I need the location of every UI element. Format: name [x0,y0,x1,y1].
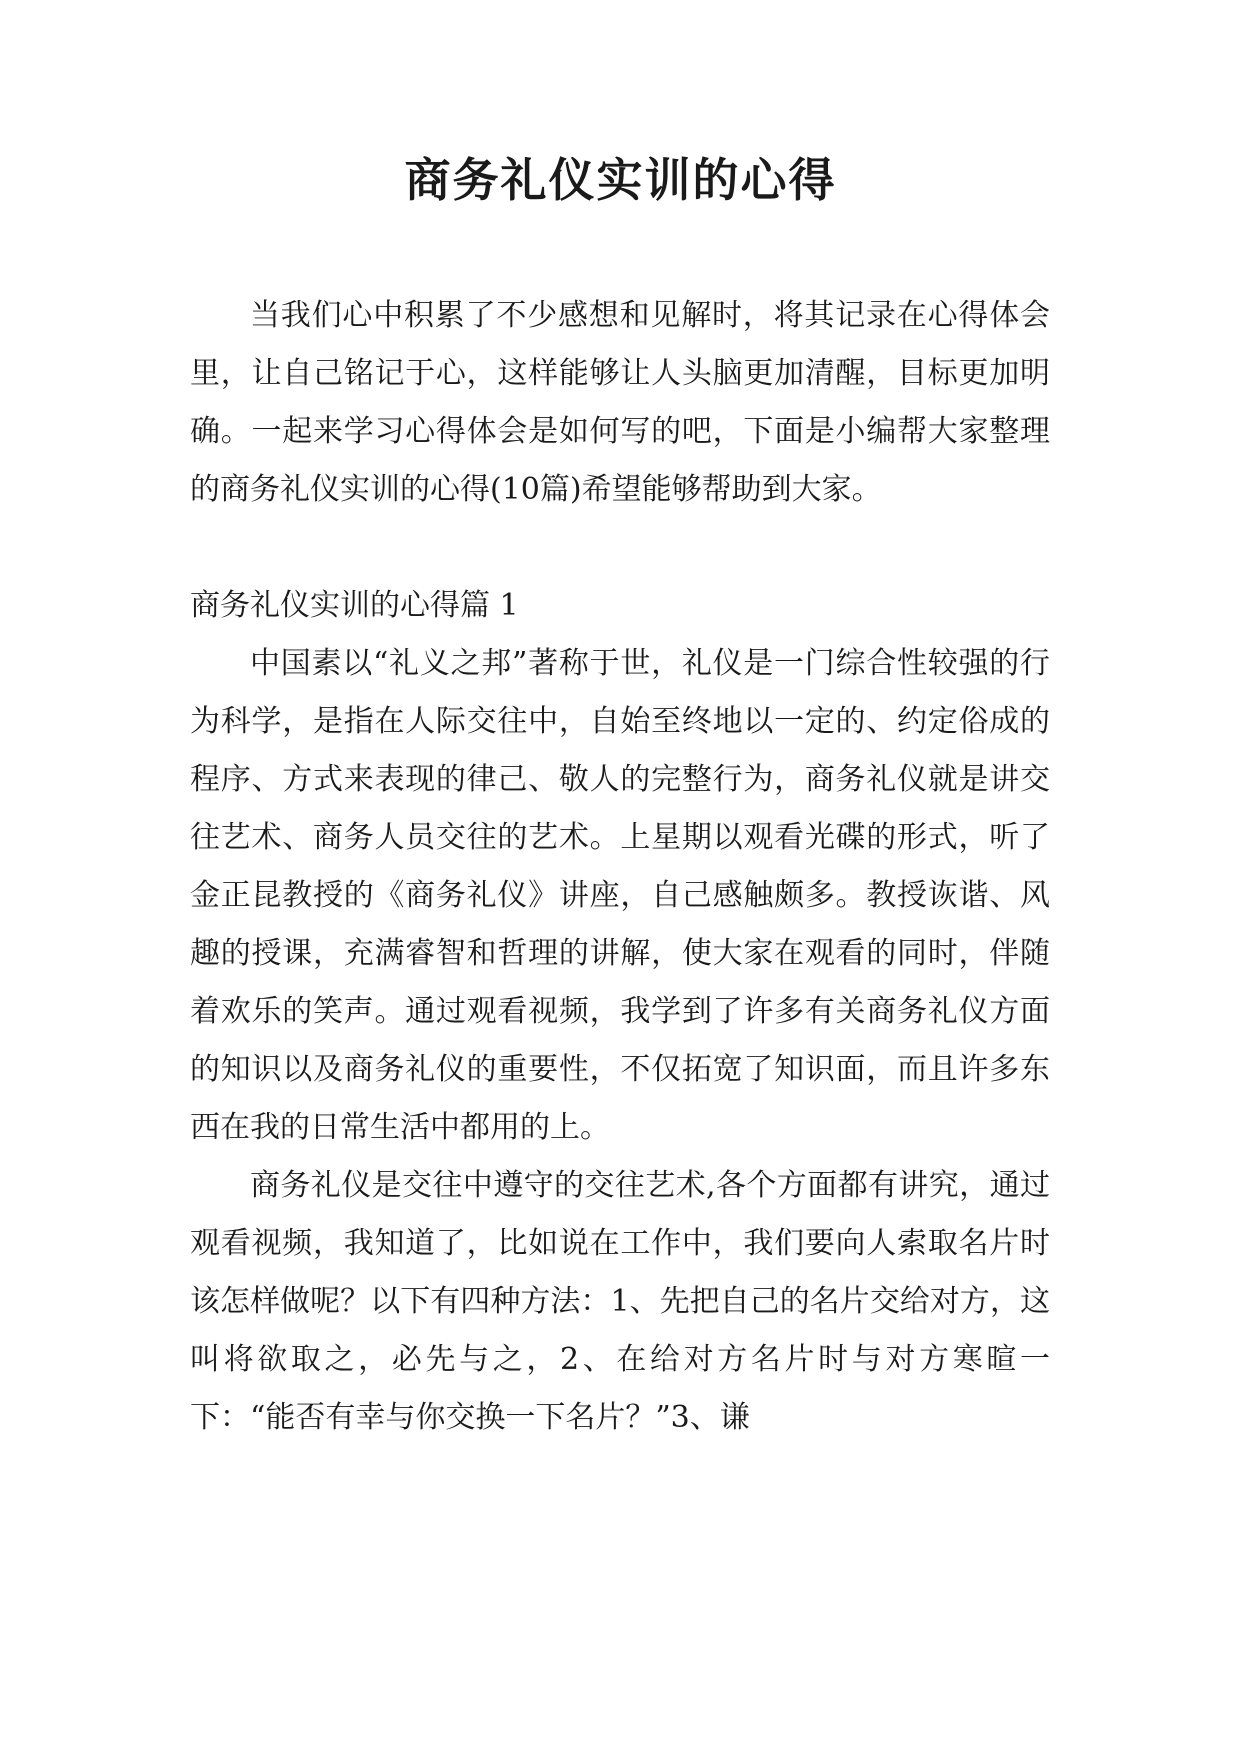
document-title: 商务礼仪实训的心得 [404,153,837,207]
section-heading: 商务礼仪实训的心得篇 1 [190,588,519,623]
body-paragraph-2: 商务礼仪是交往中遵守的交往艺术,各个方面都有讲究，通过观看视频，我知道了，比如说在工作中，我们要向人索取名片时该怎样做呢？以下有四种方法：1、先把自己的名片交给对方，这叫将欲取之，必先与之，2、在给对方名片时与对方寒暄一下：“能否有幸与你交换一下名片？”3、谦 [190,1168,1050,1435]
body-paragraph-1: 中国素以“礼义之邦”著称于世，礼仪是一门综合性较强的行为科学，是指在人际交往中，自始至终地以一定的、约定俗成的程序、方式来表现的律己、敬人的完整行为，商务礼仪就是讲交往艺术、商务人员交往的艺术。上星期以观看光碟的形式，听了金正昆教授的《商务礼仪》讲座，自己感触颇多。教授诙谐、风趣的授课，充满睿智和哲理的讲解，使大家在观看的同时，伴随着欢乐的笑声。通过观看视频，我学到了许多有关商务礼仪方面的知识以及商务礼仪的重要性，不仅拓宽了知识面，而且许多东西在我的日常生活中都用的上。 [190,646,1050,1145]
document-body [190,287,1050,1447]
intro-paragraph: 当我们心中积累了不少感想和见解时，将其记录在心得体会里，让自己铭记于心，这样能够让人头脑更加清醒，目标更加明确。一起来学习心得体会是如何写的吧，下面是小编帮大家整理的商务礼仪实训的心得(10篇)希望能够帮助到大家。 [190,298,1050,507]
